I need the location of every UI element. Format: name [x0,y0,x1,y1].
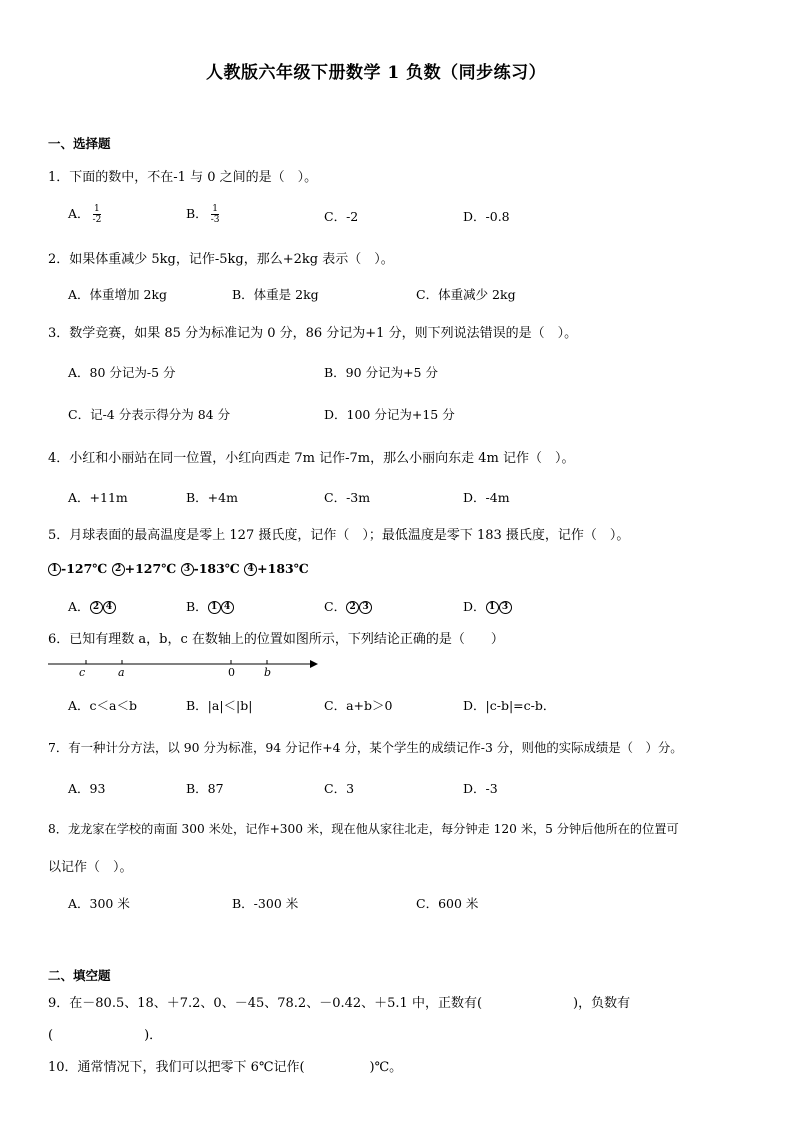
question-5-text: 5．月球表面的最高温度是零上 127 摄氏度，记作（ ）；最低温度是零下 183 摄氏度，记作（ ）。 [48,528,630,543]
question-1-text: 1．下面的数中，不在-1 与 0 之间的是（ ）。 [48,170,318,185]
q5-item-text: -183℃ [193,561,240,576]
q1-option-a-label: A． [68,206,90,221]
q6-option-b[interactable]: B．|a|＜|b| [186,698,253,713]
q6-option-c[interactable]: C．a+b＞0 [324,698,393,713]
question-8-text-line1: 8．龙龙家在学校的南面 300 米处，记作+300 米，现在他从家往北走，每分钟走 120 米，5 分钟后他所在的位置可 [48,822,679,836]
q8-option-a[interactable]: A．300 米 [68,896,130,911]
q3-option-d[interactable]: D．100 分记为+15 分 [324,407,455,422]
q1-option-d[interactable]: D．-0.8 [463,209,510,224]
number-line-label-c: c [79,666,86,679]
q3-option-b[interactable]: B．90 分记为+5 分 [324,365,438,380]
question-6-text: 6．已知有理数 a，b，c 在数轴上的位置如图所示，下列结论正确的是（ ） [48,632,504,647]
number-line-label-b: b [264,666,272,679]
circled-number: 4 [221,601,234,614]
question-7-text: 7．有一种计分方法，以 90 分为标准，94 分记作+4 分，某个学生的成绩记作-3 分，则他的实际成绩是（ ）分。 [48,740,683,755]
circled-number: 3 [359,601,372,614]
number-line-arrow [310,660,318,668]
q3-option-c[interactable]: C．记-4 分表示得分为 84 分 [68,407,231,422]
circled-number: 1 [208,601,221,614]
q7-option-c[interactable]: C．3 [324,781,355,796]
q7-option-a[interactable]: A．93 [68,781,106,796]
q2-option-a[interactable]: A．体重增加 2kg [68,287,168,302]
number-line-label-zero: 0 [228,666,235,679]
q5-option-b-label: B． [186,599,208,614]
q1-option-b[interactable] [186,204,219,225]
q3-option-a[interactable]: A．80 分记为-5 分 [68,365,176,380]
question-3-text: 3．数学竞赛，如果 85 分为标准记为 0 分，86 分记为+1 分，则下列说法错误的是（ ）。 [48,326,578,341]
q6-option-a[interactable]: A．c＜a＜b [68,698,137,713]
q4-option-b[interactable]: B．+4m [186,490,238,505]
q8-option-c[interactable]: C．600 米 [416,896,479,911]
q4-option-d[interactable]: D．-4m [463,490,510,505]
q7-option-b[interactable]: B．87 [186,781,224,796]
q1-option-a[interactable] [68,204,101,225]
question-10-text: 10．通常情况下，我们可以把零下 6℃记作( )℃。 [48,1060,403,1075]
q1-option-b-fraction: $\frac{1}{-3}$ [210,204,220,225]
question-2-text: 2．如果体重减少 5kg，记作-5kg，那么+2kg 表示（ ）。 [48,252,394,267]
circled-number: 2 [112,563,125,576]
q5-items [48,561,309,576]
section-heading-fill: 二、填空题 [48,968,111,983]
circled-number: 4 [103,601,116,614]
circled-number: 1 [48,563,61,576]
q5-option-d-label: D． [463,599,486,614]
circled-number: 2 [90,601,103,614]
question-8-text-line2: 以记作（ ）。 [48,860,133,875]
page-title: 人教版六年级下册数学 1 负数（同步练习） [206,63,547,83]
number-line-svg [48,656,320,684]
q6-option-d[interactable]: D．|c-b|=c-b． [463,698,556,713]
q1-option-a-fraction: $\frac{1}{-2}$ [92,204,102,225]
q7-option-d[interactable]: D．-3 [463,781,498,796]
number-line-label-a: a [118,666,125,679]
circled-number: 4 [244,563,257,576]
circled-number: 1 [486,601,499,614]
number-line-figure [48,656,320,684]
q5-item-text: +127℃ [124,561,177,576]
question-4-text: 4．小红和小丽站在同一位置，小红向西走 7m 记作-7m，那么小丽向东走 4m 记作（ ）。 [48,451,575,466]
circled-number: 3 [181,563,194,576]
q4-option-c[interactable]: C．-3m [324,490,371,505]
q4-option-a[interactable]: A．+11m [68,490,128,505]
circled-number: 2 [346,601,359,614]
circled-number: 3 [499,601,512,614]
q5-item-text: +183℃ [257,561,309,576]
q5-option-c[interactable] [324,597,372,615]
question-9-text-line2: ( )． [48,1028,163,1043]
question-9-text-line1: 9．在－80.5、18、＋7.2、0、－45、78.2、－0.42、＋5.1 中，正数有( )，负数有 [48,996,631,1011]
q1-option-c[interactable]: C．-2 [324,209,359,224]
q8-option-b[interactable]: B．-300 米 [232,896,299,911]
q5-option-c-label: C． [324,599,347,614]
q5-option-b[interactable] [186,597,234,615]
section-heading-choice: 一、选择题 [48,136,111,151]
q5-option-a[interactable] [68,597,116,615]
q1-option-b-label: B． [186,206,208,221]
q5-option-a-label: A． [68,599,90,614]
q5-option-d[interactable] [463,597,512,615]
q2-option-b[interactable]: B．体重是 2kg [232,287,319,302]
q2-option-c[interactable]: C．体重减少 2kg [416,287,516,302]
q5-item-text: -127℃ [61,561,108,576]
